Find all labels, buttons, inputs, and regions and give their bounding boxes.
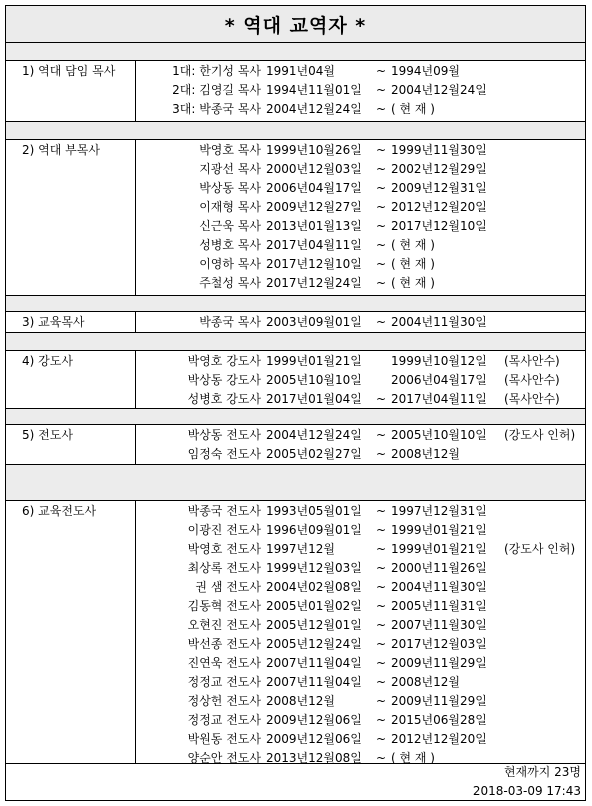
start-date: 2005년12월24일 — [266, 637, 362, 651]
person-name: 3대: 박종국 목사 — [172, 102, 261, 116]
end-date: ( 현 재 ) — [391, 238, 435, 252]
start-date: 2009년12월27일 — [266, 200, 362, 214]
end-date: 2017년04월11일 — [391, 392, 487, 406]
roster-sheet — [5, 5, 586, 801]
person-name: 이영하 목사 — [199, 257, 261, 271]
section-label: 6) 교육전도사 — [22, 504, 97, 518]
end-date: ( 현 재 ) — [391, 751, 435, 765]
start-date: 1993년05월01일 — [266, 504, 362, 518]
end-date: 1999년01월21일 — [391, 542, 487, 556]
row-note: (강도사 인허) — [504, 428, 576, 442]
end-date: 2009년11월29일 — [391, 694, 487, 708]
end-date: 2008년12월 — [391, 675, 460, 689]
range-separator: ~ — [376, 181, 387, 195]
end-date: 2015년06월28일 — [391, 713, 487, 727]
person-name: 이재형 목사 — [199, 200, 261, 214]
range-separator: ~ — [376, 580, 387, 594]
end-date: 2012년12월20일 — [391, 200, 487, 214]
end-date: 2005년10월10일 — [391, 428, 487, 442]
person-name: 성병호 강도사 — [187, 392, 261, 406]
end-date: 2009년11월29일 — [391, 656, 487, 670]
range-separator: ~ — [376, 523, 387, 537]
start-date: 2013년01월13일 — [266, 219, 362, 233]
section-label: 4) 강도사 — [22, 354, 73, 368]
range-separator: ~ — [376, 238, 387, 252]
person-name: 정정교 전도사 — [187, 675, 261, 689]
page-title: * 역대 교역자 * — [224, 14, 367, 37]
start-date: 2005년01월02일 — [266, 599, 362, 613]
range-separator: ~ — [376, 637, 387, 651]
end-date: 2007년11월30일 — [391, 618, 487, 632]
range-separator: ~ — [376, 143, 387, 157]
start-date: 2004년12월24일 — [266, 102, 362, 116]
section-divider — [135, 139, 136, 296]
end-date: 2000년11월26일 — [391, 561, 487, 575]
section-gap — [6, 465, 585, 500]
range-separator: ~ — [376, 257, 387, 271]
row-note: (목사안수) — [504, 354, 560, 368]
person-name: 박원동 전도사 — [187, 732, 261, 746]
person-name: 정상헌 전도사 — [187, 694, 261, 708]
start-date: 2009년12월06일 — [266, 713, 362, 727]
start-date: 2009년12월06일 — [266, 732, 362, 746]
end-date: 1994년09월 — [391, 64, 460, 78]
section-top-border — [6, 500, 585, 501]
person-name: 박상동 전도사 — [187, 428, 261, 442]
section-gap — [6, 333, 585, 350]
range-separator: ~ — [376, 162, 387, 176]
start-date: 1999년10월26일 — [266, 143, 362, 157]
section-top-border — [6, 350, 585, 351]
end-date: 2006년04월17일 — [391, 373, 487, 387]
range-separator: ~ — [376, 276, 387, 290]
range-separator: ~ — [376, 751, 387, 765]
person-name: 진연욱 전도사 — [187, 656, 261, 670]
end-date: 2004년12월24일 — [391, 83, 487, 97]
person-name: 1대: 한기성 목사 — [172, 64, 261, 78]
start-date: 2004년12월24일 — [266, 428, 362, 442]
end-date: 2004년11월30일 — [391, 580, 487, 594]
section-divider — [135, 500, 136, 764]
section-divider — [135, 350, 136, 409]
range-separator: ~ — [376, 392, 387, 406]
title-bar — [6, 6, 585, 43]
start-date: 2000년12월03일 — [266, 162, 362, 176]
end-date: 1999년10월12일 — [391, 354, 487, 368]
range-separator: ~ — [376, 102, 387, 116]
person-name: 박영호 목사 — [199, 143, 261, 157]
section-top-border — [6, 424, 585, 425]
person-name: 신근욱 목사 — [199, 219, 261, 233]
person-name: 최상록 전도사 — [187, 561, 261, 575]
person-name: 주철성 목사 — [199, 276, 261, 290]
section-divider — [135, 60, 136, 122]
range-separator: ~ — [376, 561, 387, 575]
start-date: 2005년12월01일 — [266, 618, 362, 632]
section-gap — [6, 43, 585, 60]
person-name: 양순안 전도사 — [187, 751, 261, 765]
range-separator: ~ — [376, 599, 387, 613]
range-separator: ~ — [376, 656, 387, 670]
person-name: 박선종 전도사 — [187, 637, 261, 651]
section-label: 1) 역대 담임 목사 — [22, 64, 116, 78]
end-date: 1997년12월31일 — [391, 504, 487, 518]
start-date: 1994년11월01일 — [266, 83, 362, 97]
range-separator: ~ — [376, 732, 387, 746]
start-date: 2017년12월24일 — [266, 276, 362, 290]
start-date: 1999년01월21일 — [266, 354, 362, 368]
range-separator: ~ — [376, 542, 387, 556]
section-top-border — [6, 60, 585, 61]
range-separator: ~ — [376, 83, 387, 97]
person-name: 2대: 김영길 목사 — [172, 83, 261, 97]
start-date: 2017년12월10일 — [266, 257, 362, 271]
person-name: 지광선 목사 — [199, 162, 261, 176]
start-date: 1996년09월01일 — [266, 523, 362, 537]
person-name: 오현진 전도사 — [187, 618, 261, 632]
range-separator: ~ — [376, 219, 387, 233]
person-name: 정정교 전도사 — [187, 713, 261, 727]
person-name: 권 샘 전도사 — [195, 580, 261, 594]
start-date: 2017년01월04일 — [266, 392, 362, 406]
section-top-border — [6, 311, 585, 312]
end-date: 1999년11월30일 — [391, 143, 487, 157]
section-gap — [6, 409, 585, 424]
person-name: 박영호 강도사 — [187, 354, 261, 368]
person-name: 임정숙 전도사 — [187, 447, 261, 461]
section-top-border — [6, 139, 585, 140]
range-separator: ~ — [376, 713, 387, 727]
person-name: 박상동 강도사 — [187, 373, 261, 387]
end-date: 2017년12월03일 — [391, 637, 487, 651]
start-date: 2005년02월27일 — [266, 447, 362, 461]
start-date: 1999년12월03일 — [266, 561, 362, 575]
person-name: 박상동 목사 — [199, 181, 261, 195]
range-separator: ~ — [376, 315, 387, 329]
row-note: (강도사 인허) — [504, 542, 576, 556]
start-date: 2007년11월04일 — [266, 656, 362, 670]
start-date: 2003년09월01일 — [266, 315, 362, 329]
start-date: 2004년02월08일 — [266, 580, 362, 594]
section-label: 3) 교육목사 — [22, 315, 85, 329]
person-name: 성병호 목사 — [199, 238, 261, 252]
row-note: (목사안수) — [504, 392, 560, 406]
end-date: 2009년12월31일 — [391, 181, 487, 195]
start-date: 2007년11월04일 — [266, 675, 362, 689]
start-date: 2005년10월10일 — [266, 373, 362, 387]
range-separator: ~ — [376, 694, 387, 708]
person-name: 김동혁 전도사 — [187, 599, 261, 613]
end-date: 2012년12월20일 — [391, 732, 487, 746]
total-count: 현재까지 23명 — [503, 765, 581, 779]
end-date: ( 현 재 ) — [391, 276, 435, 290]
section-divider — [135, 424, 136, 465]
section-gap — [6, 122, 585, 139]
range-separator: ~ — [376, 504, 387, 518]
end-date: ( 현 재 ) — [391, 257, 435, 271]
range-separator: ~ — [376, 200, 387, 214]
end-date: 2005년11월31일 — [391, 599, 487, 613]
person-name: 이광진 전도사 — [187, 523, 261, 537]
person-name: 박종국 전도사 — [187, 504, 261, 518]
range-separator: ~ — [376, 428, 387, 442]
person-name: 박영호 전도사 — [187, 542, 261, 556]
start-date: 2006년04월17일 — [266, 181, 362, 195]
range-separator: ~ — [376, 618, 387, 632]
section-label: 2) 역대 부목사 — [22, 143, 100, 157]
end-date: 1999년01월21일 — [391, 523, 487, 537]
end-date: ( 현 재 ) — [391, 102, 435, 116]
section-divider — [135, 311, 136, 333]
range-separator: ~ — [376, 447, 387, 461]
range-separator: ~ — [376, 64, 387, 78]
start-date: 2017년04월11일 — [266, 238, 362, 252]
start-date: 1991년04월 — [266, 64, 335, 78]
range-separator: ~ — [376, 675, 387, 689]
section-label: 5) 전도사 — [22, 428, 73, 442]
timestamp: 2018-03-09 17:43 — [472, 784, 581, 798]
section-gap — [6, 296, 585, 311]
end-date: 2004년11월30일 — [391, 315, 487, 329]
end-date: 2002년12월29일 — [391, 162, 487, 176]
start-date: 1997년12월 — [266, 542, 335, 556]
end-date: 2017년12월10일 — [391, 219, 487, 233]
start-date: 2013년12월08일 — [266, 751, 362, 765]
person-name: 박종국 목사 — [199, 315, 261, 329]
start-date: 2008년12월 — [266, 694, 335, 708]
row-note: (목사안수) — [504, 373, 560, 387]
end-date: 2008년12월 — [391, 447, 460, 461]
